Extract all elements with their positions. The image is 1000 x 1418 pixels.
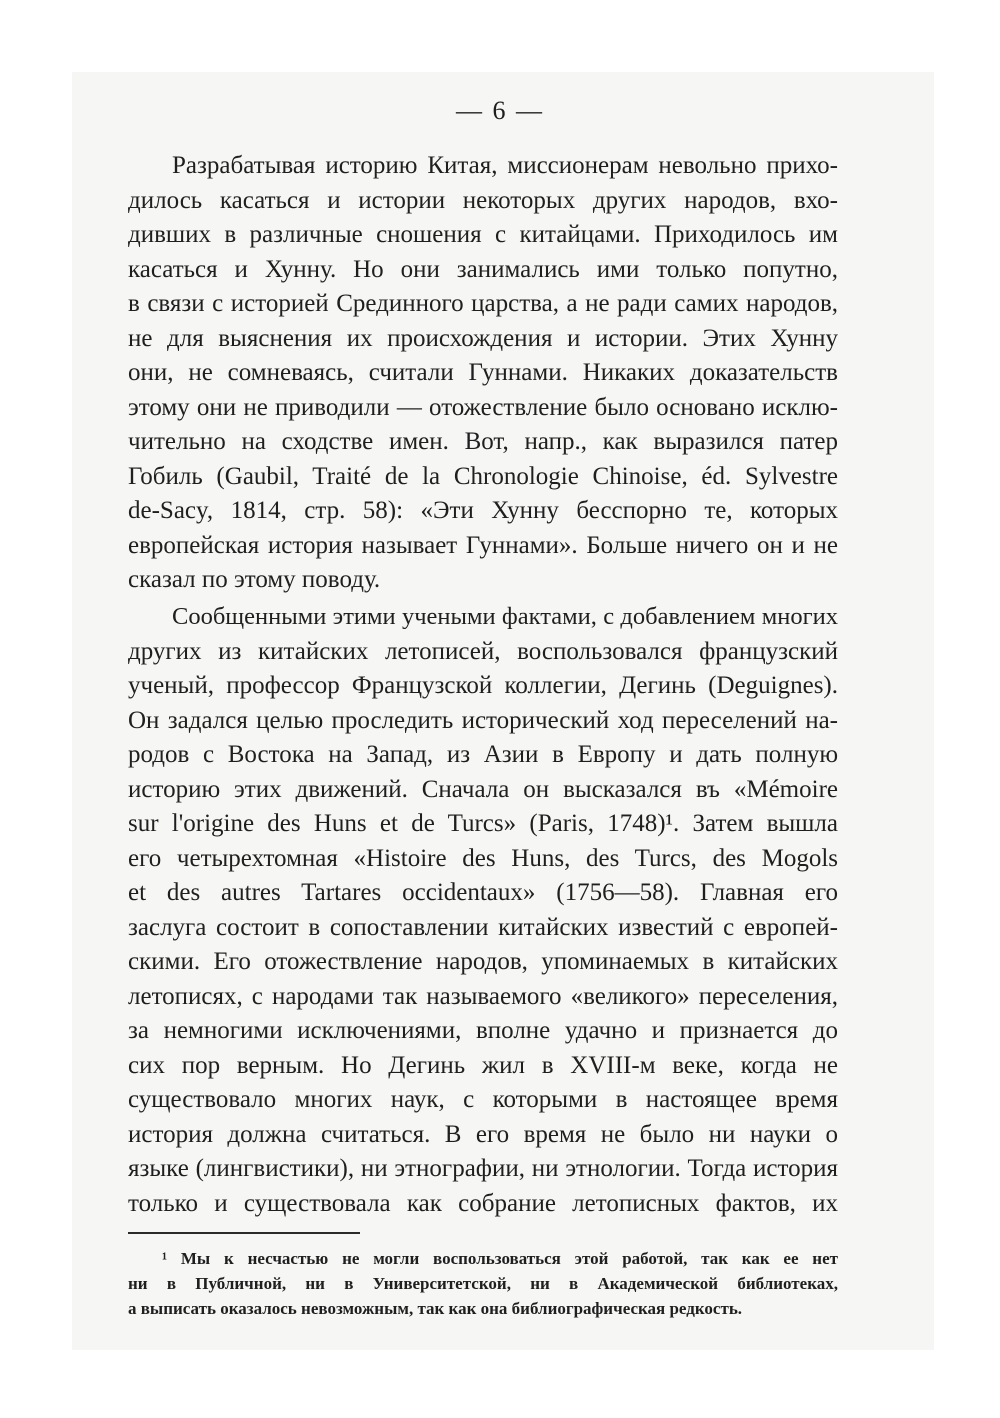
page-number: — 6 — [456,96,544,125]
text-line: Разрабатывая историю Китая, миссионерам невольно прихо- [172,152,838,179]
text-line: sur l'origine des Huns et de Turcs» (Paris, 1748)¹. Затем вышла [128,810,838,837]
text-line: дилось касаться и истории некоторых других народов, вхо- [128,186,838,214]
text-line: сих пор верным. Но Дегинь жил в XVIII-м веке, когда не [128,1051,838,1079]
text-line: сказал по этому поводу. [128,566,381,593]
footnote-divider [128,1232,360,1234]
text-line: родов с Востока на Запад, из Азии в Европу и дать полную [128,741,838,768]
text-line: существовало многих наук, с которыми в настоящее время [128,1086,838,1113]
text-line: этому они не приводили — отожествление было основано исклю- [128,393,838,421]
text-line: et des autres Tartares occidentaux» (1756—58). Главная его [128,879,838,906]
text-line: Гобиль (Gaubil, Traité de la Chronologie Chinoise, éd. Sylvestre [128,462,838,490]
text-line: они, не сомневаясь, считали Гуннами. Никаких доказательств [128,359,838,386]
text-line: не для выяснения их происхождения и истории. Этих Хунну [128,324,838,352]
text-line: дивших в различные сношения с китайцами. Приходилось им [128,221,838,248]
text-line: история должна считаться. В его время не было ни науки о [128,1120,838,1148]
text-line: ученый, профессор Французской коллегии, Дегинь (Deguignes). [128,672,838,699]
text-line: в связи с историей Срединного царства, а не ради самих народов, [128,290,838,317]
footnote-line: ни в Публичной, ни в Университетской, ни в Академической библиотеках, [128,1274,838,1293]
text-line: других из китайских летописей, воспользовался французский [128,637,838,665]
footnote [128,1246,838,1321]
text-line: чительно на сходстве имен. Вот, напр., как выразился патер [128,428,838,455]
text-line: заслуга состоит в сопоставлении китайских известий с европей- [128,913,838,941]
text-line: историю этих движений. Сначала он высказался въ «Mémoire [128,775,838,803]
text-line: Он задался целью проследить исторический ход переселений на- [128,706,838,734]
text-line: de-Sacy, 1814, стр. 58): «Эти Хунну бесспорно те, которых [128,497,838,524]
text-line: европейская история называет Гуннами». Больше ничего он и не [128,531,838,559]
text-line: за немногими исключениями, вполне удачно и признается до [128,1017,838,1044]
text-line: языке (лингвистики), ни этнографии, ни этнологии. Тогда история [128,1155,838,1182]
text-line: летописях, с народами так называемого «великого» переселения, [128,982,838,1010]
text-line: его четырехтомная «Histoire des Huns, des Turcs, des Mogols [128,844,838,872]
text-line: скими. Его отожествление народов, упоминаемых в китайских [128,948,838,975]
footnote-line: ¹ Мы к несчастью не могли воспользоваться этой работой, так как ее нет [162,1249,838,1268]
paragraph-2 [128,600,838,1221]
text-line: только и существовала как собрание летописных фактов, их [128,1189,838,1217]
text-line: Сообщенными этими учеными фактами, с добавлением многих [172,603,838,630]
paragraph-1 [128,149,838,598]
text-line: касаться и Хунну. Но они занимались ими только попутно, [128,255,838,283]
footnote-line: а выписать оказалось невозможным, так как она библиографическая редкость. [128,1299,743,1318]
